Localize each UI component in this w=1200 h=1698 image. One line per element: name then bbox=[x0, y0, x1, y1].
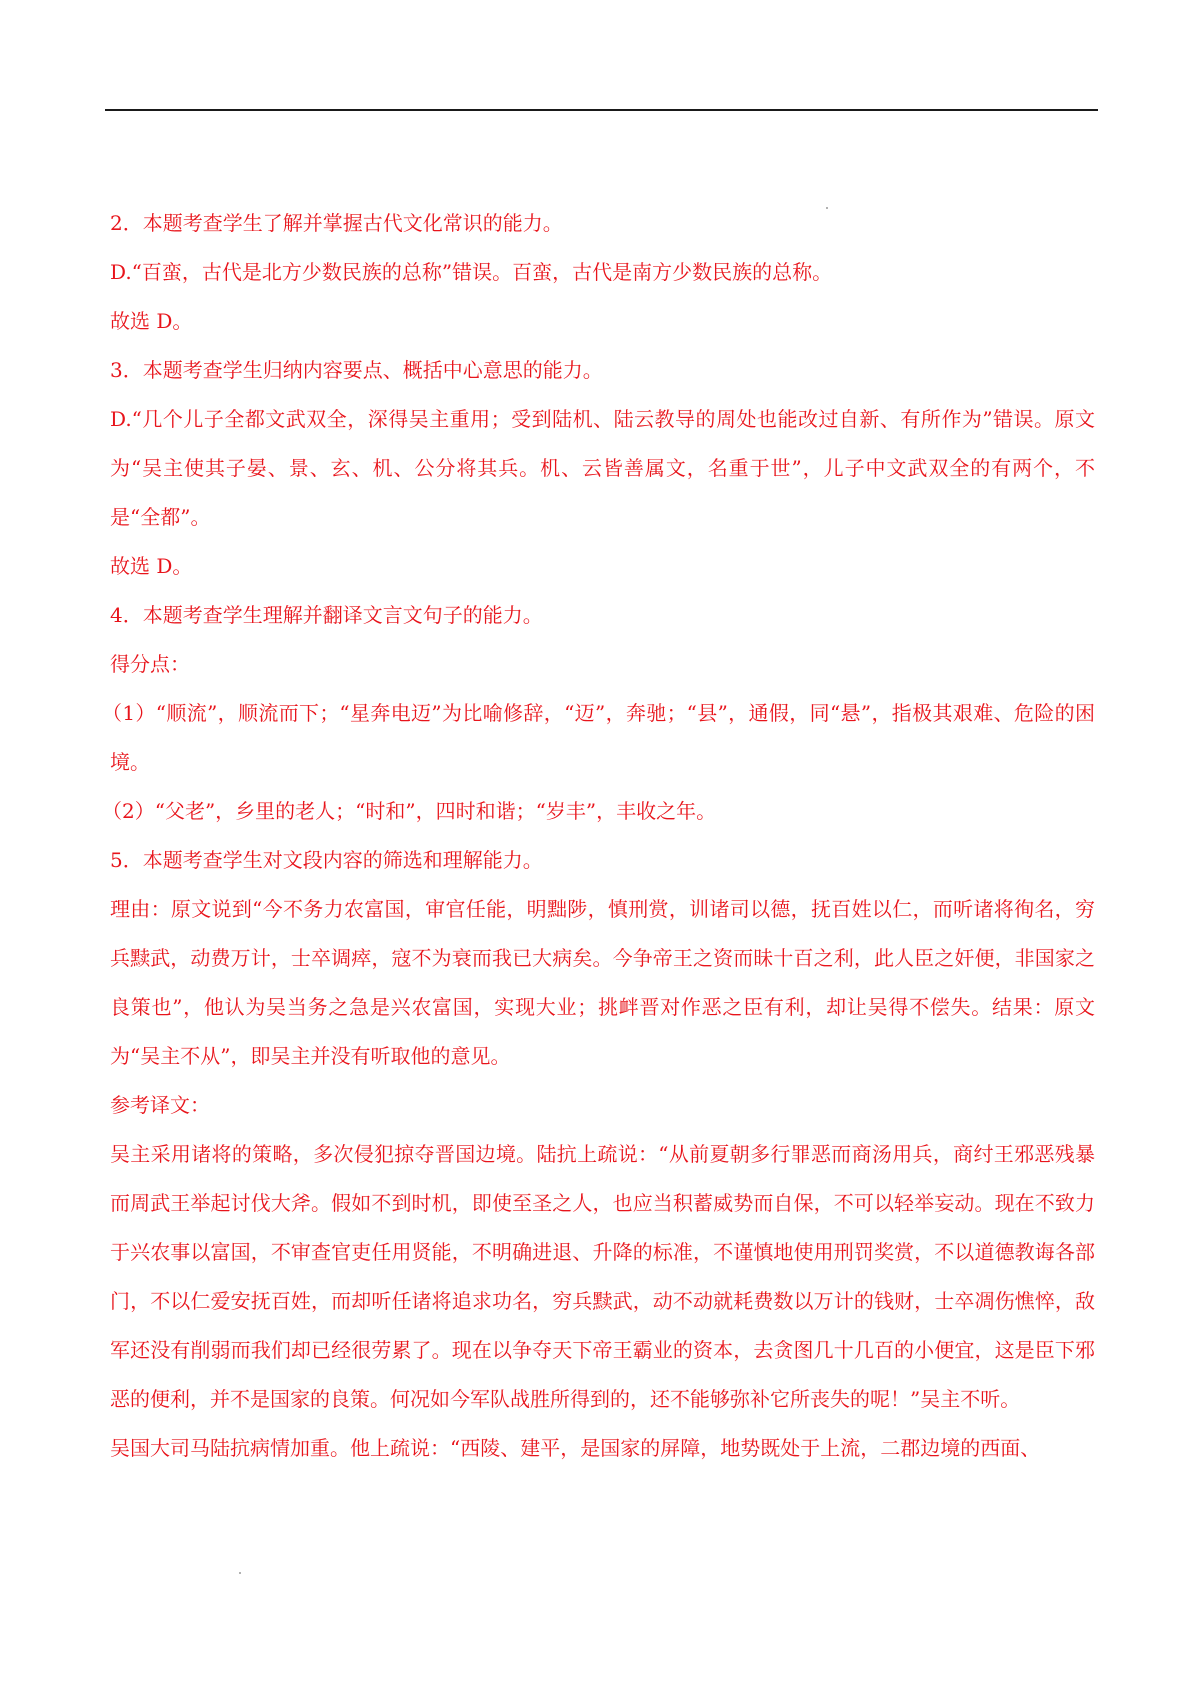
q5-analysis: 理由：原文说到“今不务力农富国，审官任能，明黜陟，慎刑赏，训诸司以德，抚百姓以仁，而听诸将徇名，穷兵黩武，动费万计，士卒调瘁，寇不为衰而我已大病矣。今争帝王之资而昧十百之利，此人臣之奸便，非国家之良策也”，他认为吴当务之急是兴农富国，实现大业；挑衅晋对作恶之臣有利，却让吴得不偿失。结果：原文为“吴主不从”，即吴主并没有听取他的意见。 bbox=[110, 897, 1095, 1068]
translation-paragraph-2: 吴国大司马陆抗病情加重。他上疏说：“西陵、建平，是国家的屏障，地势既处于上流，二郡边境的西面、 bbox=[110, 1436, 1041, 1460]
header-rule bbox=[105, 109, 1098, 111]
q3-intro: 3．本题考查学生归纳内容要点、概括中心意思的能力。 bbox=[110, 358, 603, 382]
translation-paragraph-1: 吴主采用诸将的策略，多次侵犯掠夺晋国边境。陆抗上疏说：“从前夏朝多行罪恶而商汤用兵，商纣王邪恶残暴而周武王举起讨伐大斧。假如不到时机，即使至圣之人，也应当积蓄威势而自保，不可以轻举妄动。现在不致力于兴农事以富国，不审查官吏任用贤能，不明确进退、升降的标准，不谨慎地使用刑罚奖赏，不以道德教诲各部门，不以仁爱安抚百姓，而却听任诸将追求功名，穷兵黩武，动不动就耗费数以万计的钱财，士卒凋伤憔悴，敌军还没有削弱而我们却已经很劳累了。现在以争夺天下帝王霸业的资本，去贪图几十几百的小便宜，这是臣下邪恶的便利，并不是国家的良策。何况如今军队战胜所得到的，还不能够弥补它所丧失的呢！”吴主不听。 bbox=[110, 1142, 1095, 1411]
q4-points-label: 得分点： bbox=[110, 652, 190, 676]
q4-point-1: （1）“顺流”，顺流而下；“星奔电迈”为比喻修辞，“迈”，奔驰；“县”，通假，同“悬”，指极其艰难、危险的困境。 bbox=[102, 701, 1095, 774]
q5-intro: 5．本题考查学生对文段内容的筛选和理解能力。 bbox=[110, 848, 543, 872]
q3-analysis: D.“几个儿子全都文武双全，深得吴主重用；受到陆机、陆云教导的周处也能改过自新、有所作为”错误。原文为“吴主使其子晏、景、玄、机、公分将其兵。机、云皆善属文，名重于世”，儿子中文武双全的有两个，不是“全都”。 bbox=[110, 407, 1095, 529]
scan-speck bbox=[239, 1572, 241, 1574]
reference-translation-label: 参考译文： bbox=[110, 1093, 210, 1117]
q2-analysis: D.“百蛮，古代是北方少数民族的总称”错误。百蛮，古代是南方少数民族的总称。 bbox=[110, 260, 833, 284]
q4-intro: 4．本题考查学生理解并翻译文言文句子的能力。 bbox=[110, 603, 543, 627]
q2-intro: 2．本题考查学生了解并掌握古代文化常识的能力。 bbox=[110, 211, 563, 235]
q4-point-2: （2）“父老”，乡里的老人；“时和”，四时和谐；“岁丰”，丰收之年。 bbox=[102, 799, 717, 823]
answer-analysis bbox=[102, 199, 1095, 1473]
q2-answer: 故选 D。 bbox=[110, 309, 193, 333]
q3-answer: 故选 D。 bbox=[110, 554, 193, 578]
